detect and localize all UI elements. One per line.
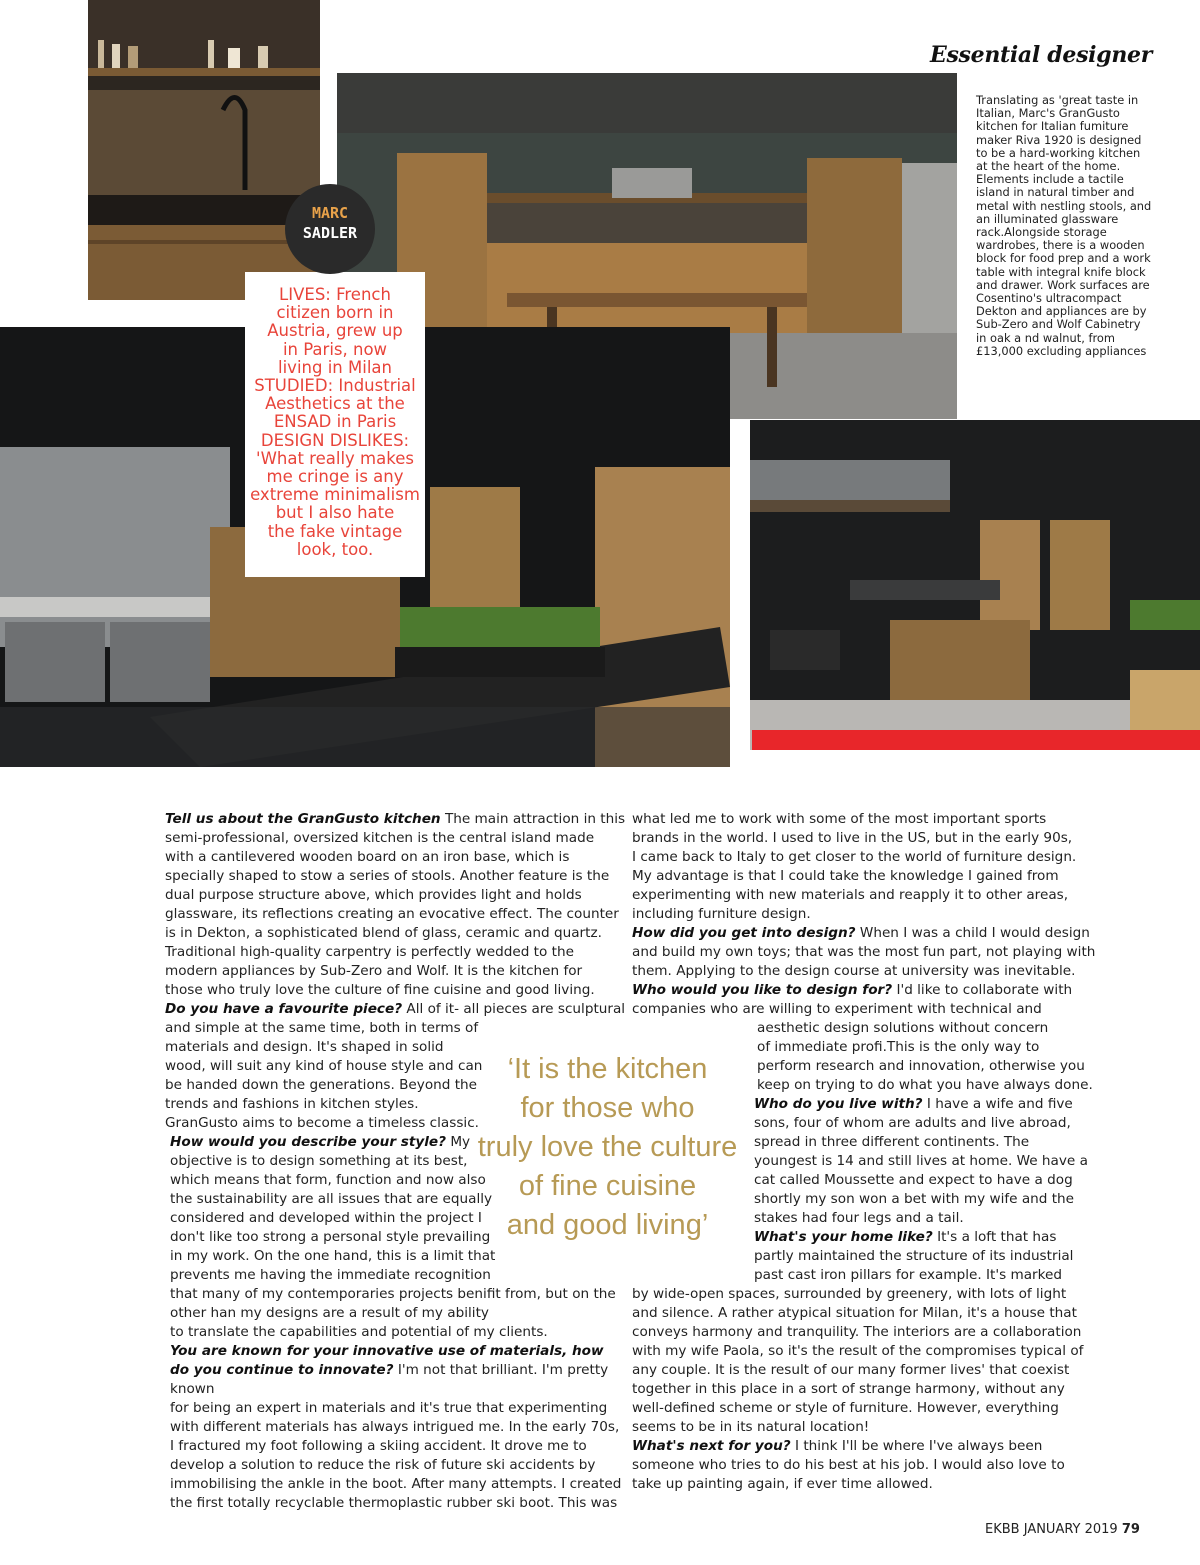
profile-line: citizen born in	[276, 303, 394, 323]
article-line	[165, 829, 620, 848]
article-text: the sustainability are all issues that are equally	[170, 1191, 493, 1207]
article-line	[165, 1342, 610, 1399]
article-line	[632, 1019, 1092, 1038]
article-line	[165, 886, 620, 905]
article-line	[632, 1342, 1092, 1361]
article-text: specially shaped to stow a series of stools. Another feature is the	[165, 868, 610, 884]
article-line	[632, 848, 1092, 867]
article-line	[632, 981, 1092, 1000]
article-text: objective is to design something at its best,	[170, 1153, 468, 1169]
article-line	[632, 962, 1092, 981]
article-line	[632, 867, 1092, 886]
article-line	[165, 981, 620, 1000]
article-text: stakes had four legs and a tail.	[754, 1210, 964, 1226]
profile-line: the fake vintage	[267, 521, 403, 541]
article-line	[632, 924, 1092, 943]
article-text: seems to be in its natural location!	[632, 1419, 870, 1435]
article-text: sons, four of whom are adults and live abroad,	[754, 1115, 1071, 1131]
article-line	[632, 1000, 1092, 1019]
article-text: which means that form, function and now also	[170, 1172, 486, 1188]
pull-quote-line: ‘It is the kitchen	[507, 1053, 708, 1085]
article-text: perform research and innovation, otherwise you	[757, 1058, 1085, 1074]
article-line	[632, 943, 1096, 962]
article-text: experimenting with new materials and reapply it to other areas,	[632, 887, 1069, 903]
article-text: dual purpose structure above, which provides light and holds	[165, 887, 582, 903]
article-text: don't like too strong a personal style prevailing	[170, 1229, 491, 1245]
article-line	[165, 1418, 620, 1437]
interview-question: You are known for your innovative use of materials, how do you continue to innovate?	[170, 1343, 604, 1378]
article-line	[632, 1304, 1092, 1323]
article-text: with a cantilevered wooden board on an iron base, which is	[165, 849, 570, 865]
profile-line: STUDIED: Industrial	[254, 376, 416, 396]
article-text: that many of my contemporaries projects benifit from, but on the	[170, 1286, 616, 1302]
article-text: by wide-open spaces, surrounded by greenery, with lots of light	[632, 1286, 1067, 1302]
article-text: considered and developed within the project I	[170, 1210, 482, 1226]
article-line	[632, 1323, 1092, 1342]
article-text: any couple. It is the result of our many former lives' that coexist	[632, 1362, 1070, 1378]
article-text: in my work. On the one hand, this is a limit that	[170, 1248, 496, 1264]
article-text: past cast iron pillars for example. It's marked	[754, 1267, 1063, 1283]
profile-line: Austria, grew up	[267, 321, 403, 341]
article-text: I'd like to collaborate with	[892, 982, 1073, 998]
profile-line: Aesthetics at the	[265, 394, 405, 414]
article-line	[165, 1304, 620, 1323]
article-text: semi-professional, oversized kitchen is the central island made	[165, 830, 595, 846]
profile-line: LIVES: French	[279, 285, 391, 304]
article-text: I think I'll be where I've always been	[790, 1438, 1043, 1454]
article-text: I'm not that brilliant. I'm pretty known	[170, 1362, 609, 1397]
interview-question: What's next for you?	[632, 1438, 791, 1454]
article-text: and build my own toys; that was the most fun part, not playing with	[632, 944, 1096, 960]
article-text: other han my designs are a result of my ability	[170, 1305, 489, 1321]
article-line	[632, 1361, 1092, 1380]
profile-line: but I also hate	[275, 503, 395, 523]
article-text: immobilising the ankle in the boot. After many attempts. I created	[170, 1476, 622, 1492]
article-text: wood, will suit any kind of house style and can	[165, 1058, 483, 1074]
article-text: shortly my son won a bet with my wife and the	[754, 1191, 1075, 1207]
interview-question: What's your home like?	[754, 1229, 933, 1245]
article-text: trends and fashions in kitchen styles.	[165, 1096, 419, 1112]
article-text: materials and design. It's shaped in solid	[165, 1039, 444, 1055]
designer-name-badge	[285, 184, 375, 274]
article-line	[165, 810, 626, 829]
article-line	[165, 867, 620, 886]
article-line	[632, 1399, 1092, 1418]
magazine-issue: EKBB JANUARY 2019	[985, 1522, 1118, 1537]
article-text: I came back to Italy to get closer to the world of furniture design.	[632, 849, 1077, 865]
article-text: the first totally recyclable thermoplastic rubber ski boot. This was	[170, 1495, 618, 1511]
article-text: I have a wife and five	[922, 1096, 1073, 1112]
article-line	[165, 962, 620, 981]
profile-text	[247, 286, 423, 559]
article-line	[632, 1418, 1092, 1437]
interview-question: Who would you like to design for?	[632, 982, 893, 998]
article-text: I fractured my foot following a skiing accident. It drove me to	[170, 1438, 587, 1454]
article-text: and simple at the same time, both in terms of	[165, 1020, 479, 1036]
article-line	[165, 1437, 620, 1456]
article-line	[165, 924, 620, 943]
article-text: with my wife Paola, so it's the result of the compromises typical of	[632, 1343, 1084, 1359]
article-text: take up painting again, if ever time allowed.	[632, 1476, 933, 1492]
article-line	[632, 1437, 1092, 1456]
article-line	[165, 943, 620, 962]
article-text: All of it- all pieces are sculptural	[402, 1001, 626, 1017]
article-text: well-defined scheme or style of furniture. However, everything	[632, 1400, 1059, 1416]
pull-quote-line: truly love the culture	[477, 1131, 738, 1163]
article-line	[632, 905, 1092, 924]
article-line	[165, 1247, 620, 1266]
article-text: prevents me having the immediate recognition	[170, 1267, 491, 1283]
article-text: to translate the capabilities and potential of my clients.	[170, 1324, 548, 1340]
section-title: Essential designer	[929, 42, 1152, 68]
profile-line: DESIGN DISLIKES:	[260, 430, 410, 450]
article-text: Traditional high-quality carpentry is perfectly wedded to the	[165, 944, 574, 960]
article-line	[632, 1247, 1092, 1266]
profile-line: look, too.	[296, 539, 374, 559]
article-line	[165, 1323, 620, 1342]
photo-caption: Translating as 'great taste in Italian, Marc's GranGusto kitchen for Italian fumiture maker Riva 1920 is designed to be a hard-working kitchen at the heart of the home. Elements include a tactile island in natural timber and metal with nestling stools, and an illuminated glassware rack.Alongside storage wardrobes, there is a wooden block for food prep and a work table with integral knife block and drawer. Work surfaces are Cosentino's ultracompact Dekton and appliances are by Sub-Zero and Wolf Cabinetry in oak a nd walnut, from £13,000 excluding appliances	[976, 93, 1152, 358]
article-text: be handed down the generations. Beyond the	[165, 1077, 478, 1093]
article-line	[632, 829, 1092, 848]
article-text: youngest is 14 and still lives at home. We have a	[754, 1153, 1088, 1169]
red-accent-bar	[752, 730, 1200, 750]
article-text: together in this place in a sort of strange harmony, without any	[632, 1381, 1065, 1397]
article-text: for being an expert in materials and it's true that experimenting	[170, 1400, 608, 1416]
badge-last-name: SADLER	[302, 224, 358, 242]
article-line	[165, 848, 620, 867]
photo-kitchen-sink	[88, 0, 320, 300]
article-line	[165, 1475, 620, 1494]
article-line	[632, 886, 1092, 905]
article-text: conveys harmony and tranquility. The interiors are a collaboration	[632, 1324, 1082, 1340]
article-text: The main attraction in this	[440, 811, 626, 827]
article-line	[165, 1399, 620, 1418]
article-line	[165, 1000, 626, 1019]
article-text: cat called Moussette and expect to have a dog	[754, 1172, 1073, 1188]
article-text: glassware, its reflections creating an evocative effect. The counter	[165, 906, 619, 922]
profile-box	[245, 272, 425, 577]
profile-line: ENSAD in Paris	[273, 412, 397, 432]
page-footer	[985, 1522, 1140, 1537]
article-text: those who truly love the culture of fine cuisine and good living.	[165, 982, 595, 998]
article-text: GranGusto aims to become a timeless classic.	[165, 1115, 480, 1131]
article-text: and silence. A rather atypical situation for Milan, it's a house that	[632, 1305, 1077, 1321]
photo-kitchen-side	[750, 420, 1200, 750]
article-line	[632, 1475, 1092, 1494]
profile-line: in Paris, now	[282, 339, 388, 359]
pull-quote-line: of fine cuisine	[518, 1170, 697, 1202]
profile-line: living in Milan	[278, 357, 392, 377]
pull-quote-line: and good living’	[506, 1209, 709, 1241]
article-text: keep on trying to do what you have always done.	[757, 1077, 1093, 1093]
article-text: them. Applying to the design course at university was inevitable.	[632, 963, 1076, 979]
article-line	[165, 1456, 620, 1475]
profile-line: me cringe is any	[266, 467, 404, 487]
article-line	[632, 1285, 1092, 1304]
article-text: someone who tries to do his best at his job. I would also love to	[632, 1457, 1065, 1473]
article-text: aesthetic design solutions without concern	[757, 1020, 1049, 1036]
profile-line: 'What really makes	[256, 448, 414, 468]
article-text: with different materials has always intrigued me. In the early 70s,	[170, 1419, 620, 1435]
article-text: is in Dekton, a sophisticated blend of glass, ceramic and quartz.	[165, 925, 602, 941]
article-line	[165, 905, 620, 924]
article-text: It's a loft that has	[932, 1229, 1057, 1245]
article-text: When I was a child I would design	[855, 925, 1090, 941]
article-text: develop a solution to reduce the risk of future ski accidents by	[170, 1457, 596, 1473]
article-text: spread in three different continents. The	[754, 1134, 1030, 1150]
article-line	[632, 1456, 1092, 1475]
article-line	[165, 1285, 620, 1304]
article-text: what led me to work with some of the most important sports	[632, 811, 1047, 827]
article-text: My	[446, 1134, 471, 1150]
article-text: modern appliances by Sub-Zero and Wolf. It is the kitchen for	[165, 963, 583, 979]
article-line	[165, 1266, 620, 1285]
profile-line: extreme minimalism	[250, 485, 420, 505]
article-line	[165, 1494, 620, 1513]
pull-quote	[430, 1050, 785, 1245]
article-text: brands in the world. I used to live in the US, but in the early 90s,	[632, 830, 1073, 846]
article-line	[632, 1266, 1092, 1285]
interview-question: How did you get into design?	[632, 925, 856, 941]
page-number: 79	[1121, 1522, 1140, 1537]
interview-question: How would you describe your style?	[170, 1134, 446, 1150]
interview-question: Tell us about the GranGusto kitchen	[165, 811, 441, 827]
article-line	[165, 1019, 620, 1038]
interview-question: Who do you live with?	[754, 1096, 923, 1112]
article-text: My advantage is that I could take the knowledge I gained from	[632, 868, 1059, 884]
article-text: of immediate profi.This is the only way to	[757, 1039, 1040, 1055]
article-text: companies who are willing to experiment with technical and	[632, 1001, 1042, 1017]
interview-question: Do you have a favourite piece?	[165, 1001, 403, 1017]
article-text: including furniture design.	[632, 906, 811, 922]
article-line	[632, 810, 1092, 829]
pull-quote-line: for those who	[520, 1092, 695, 1124]
article-text: partly maintained the structure of its industrial	[754, 1248, 1074, 1264]
badge-first-name: MARC	[311, 204, 349, 222]
article-line	[632, 1380, 1092, 1399]
